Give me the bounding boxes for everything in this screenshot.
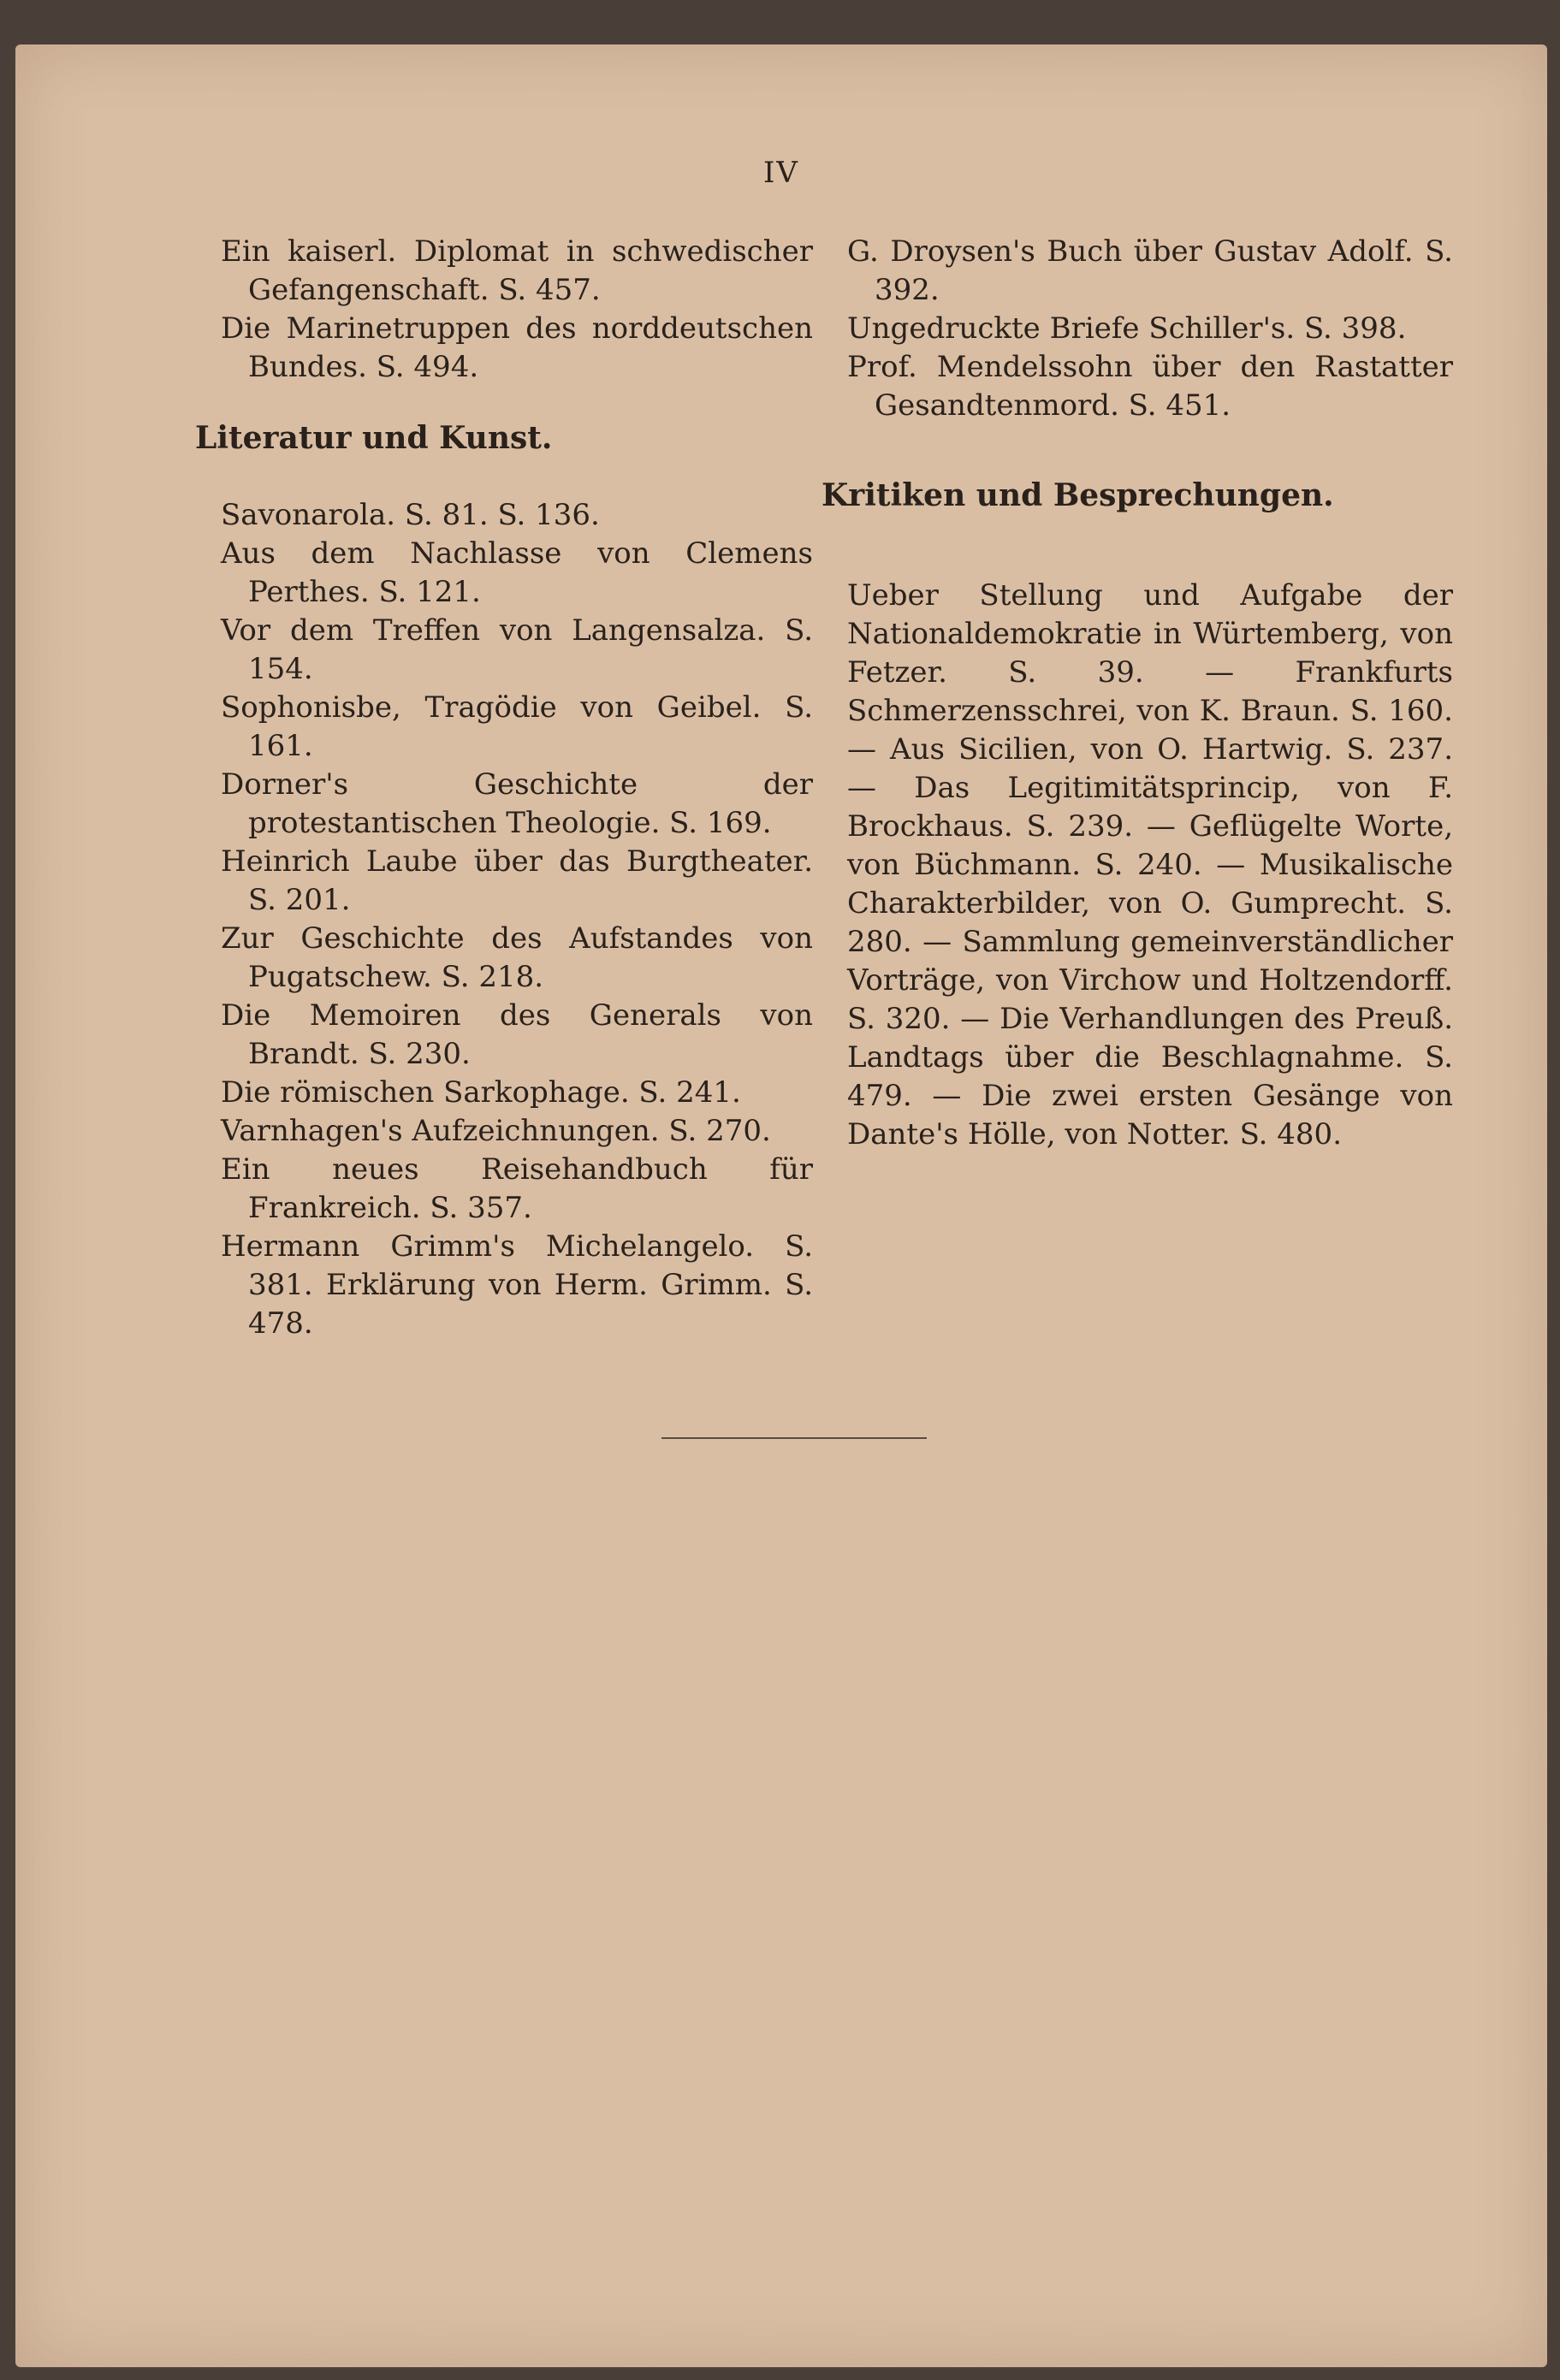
list-item: Hermann Grimm's Michelangelo. S. 381. Erklärung von Herm. Grimm. S. 478. <box>221 1229 813 1341</box>
section-heading-kritiken: Kritiken und Besprechungen. <box>822 477 1334 513</box>
list-item: Die Marinetruppen des norddeutschen Bundes. S. 494. <box>221 311 813 384</box>
left-column <box>195 233 813 1343</box>
list-item: G. Droysen's Buch über Gustav Adolf. S. 392. <box>847 234 1453 307</box>
section-heading-literatur: Literatur und Kunst. <box>195 420 553 456</box>
page <box>15 44 1547 2367</box>
divider-rule <box>661 1437 927 1439</box>
reviews-paragraph: Ueber Stellung und Aufgabe der Nationaldemokratie in Würtemberg, von Fetzer. S. 39. — Frankfurts Schmerzensschrei, von K. Braun. S. 160. — Aus Sicilien, von O. Hartwig. S. 237. — Das Legitimitätsprincip, von F. Brockhaus. S. 239. — Geflügelte Worte, von Büchmann. S. 240. — Musikalische Charakterbilder, von O. Gumprecht. S. 280. — Sammlung gemeinverständlicher Vorträge, von Virchow und Holtzendorff. S. 320. — Die Verhandlungen des Preuß. Landtags über die Beschlagnahme. S. 479. — Die zwei ersten Gesänge von Dante's Hölle, von Notter. S. 480. <box>847 578 1453 1152</box>
list-item: Dorner's Geschichte der protestantischen Theologie. S. 169. <box>221 767 813 840</box>
right-column <box>822 233 1453 1154</box>
list-item: Die Memoiren des Generals von Brandt. S. 230. <box>221 998 813 1071</box>
list-item: Prof. Mendelssohn über den Rastatter Gesandtenmord. S. 451. <box>847 350 1453 423</box>
list-item: Vor dem Treffen von Langensalza. S. 154. <box>221 613 813 686</box>
list-item: Savonarola. S. 81. S. 136. <box>221 498 600 532</box>
list-item: Sophonisbe, Tragödie von Geibel. S. 161. <box>221 690 813 763</box>
list-item: Ein neues Reisehandbuch für Frankreich. S. 357. <box>221 1152 813 1225</box>
list-item: Ungedruckte Briefe Schiller's. S. 398. <box>847 311 1407 346</box>
list-item: Aus dem Nachlasse von Clemens Perthes. S. 121. <box>221 536 813 609</box>
list-item: Die römischen Sarkophage. S. 241. <box>221 1075 741 1110</box>
list-item: Ein kaiserl. Diplomat in schwedischer Gefangenschaft. S. 457. <box>221 234 813 307</box>
list-item: Zur Geschichte des Aufstandes von Pugatschew. S. 218. <box>221 921 813 994</box>
page-number: IV <box>763 156 799 190</box>
list-item: Heinrich Laube über das Burgtheater. S. 201. <box>221 844 813 917</box>
list-item: Varnhagen's Aufzeichnungen. S. 270. <box>221 1114 771 1148</box>
